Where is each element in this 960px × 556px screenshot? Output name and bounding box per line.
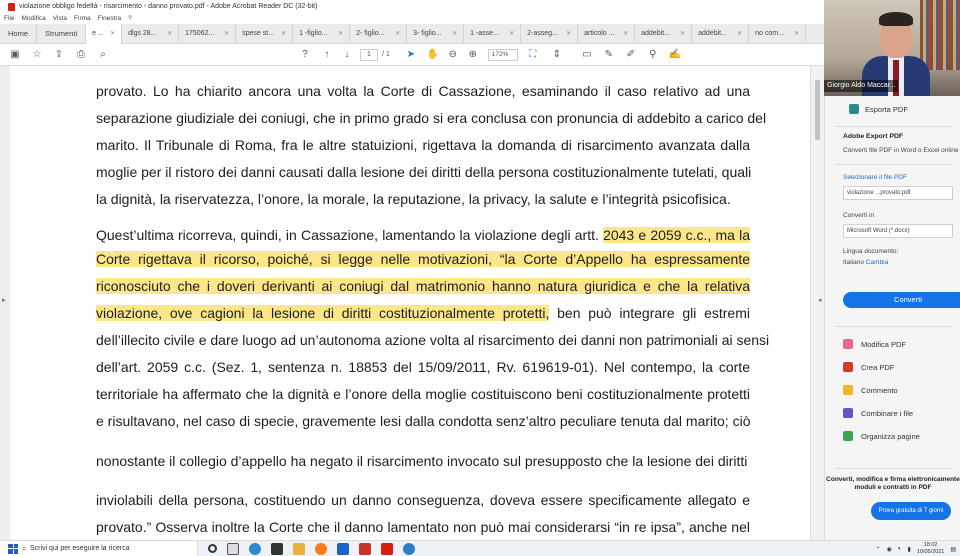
zoom-out-icon[interactable]: ⊖: [448, 49, 457, 60]
outlook-icon[interactable]: [337, 543, 349, 555]
search-icon: ⌕: [22, 543, 27, 553]
clock-time: 18:02: [923, 542, 938, 548]
file-explorer-icon[interactable]: [293, 543, 305, 555]
skype-icon[interactable]: [403, 543, 415, 555]
tab-document[interactable]: [179, 24, 236, 44]
text-run: dell’illecito civile e dare luogo ad un’autonoma azione volta al risarcimento dei danni non patrimoniali ai sensi: [96, 332, 770, 348]
sign-icon[interactable]: ✍: [668, 49, 682, 60]
system-tray: [876, 541, 956, 556]
document-text-line: [96, 250, 750, 268]
tool-comment[interactable]: [843, 381, 898, 399]
menu-help[interactable]: ?: [128, 15, 132, 22]
print-icon[interactable]: ⎙: [77, 49, 85, 60]
tool-organize-pages[interactable]: [843, 427, 920, 445]
promo-line-1: Converti, modifica e firma elettronicamente: [826, 476, 960, 483]
text-run: nonostante il collegio d’appello ha negato il risarcimento invocato sul presupposto che la lesione dei diritti: [96, 453, 748, 469]
notifications-icon[interactable]: ▤: [950, 546, 956, 553]
text-run: separazione giudiziale dei coniugi, che in primo grado si era conclusa con pronuncia di addebito a carico del: [96, 110, 767, 126]
document-text-line: [96, 385, 750, 403]
tab-document[interactable]: [464, 24, 521, 44]
menu-bar: [0, 14, 824, 24]
tab-label: addebit...: [698, 30, 727, 37]
document-text-line: [96, 277, 750, 295]
upload-icon[interactable]: ⇪: [54, 49, 64, 60]
participant-name: Giorgio Aldo Maccar...: [824, 80, 898, 92]
document-text-line: [96, 331, 770, 349]
expand-left-pane-icon[interactable]: ▸: [2, 297, 6, 304]
scrollbar-thumb[interactable]: [815, 80, 820, 140]
tab-document[interactable]: [407, 24, 464, 44]
text-run: dell’art. 2059 c.c. (Sez. 1, sentenza n. 18853 del 15/09/2011, Rv. 619619-01). Nel contempo, la corte: [96, 359, 750, 375]
document-language-label: Lingua documento:: [843, 248, 899, 255]
powerpoint-icon[interactable]: [359, 543, 371, 555]
clock-date: 10/05/2021: [916, 549, 945, 555]
text-run: ben può integrare gli estremi: [549, 305, 750, 321]
firefox-icon[interactable]: [315, 543, 327, 555]
format-select[interactable]: Microsoft Word (*.docx): [843, 224, 953, 238]
tool-label: Crea PDF: [861, 362, 895, 372]
tab-home[interactable]: Home: [0, 24, 37, 44]
tab-document[interactable]: [293, 24, 350, 44]
document-text-line: [96, 304, 750, 322]
tab-label: 175062...: [185, 30, 215, 37]
chevron-up-icon[interactable]: ⌃: [875, 546, 881, 553]
text-run: marito. Il Tribunale di Roma, fra le altre statuizioni, rigettava la domanda di risarcimento avanzata dalla: [96, 137, 750, 153]
zoom-level-select[interactable]: 172%: [488, 49, 518, 61]
tools-pane: [824, 96, 960, 540]
tab-label: 2- figlio...: [356, 30, 385, 37]
close-icon[interactable]: ✕: [167, 31, 173, 37]
document-text-line: [96, 226, 750, 244]
document-text-line: [96, 109, 767, 127]
convert-to-label: Converti in: [843, 212, 875, 219]
tab-label: articolo ...: [584, 30, 615, 37]
tab-label: e ...: [92, 30, 104, 37]
tool-label: Combinare i file: [861, 408, 914, 418]
save-icon[interactable]: ▣: [10, 49, 20, 60]
highlighted-text: Corte rigettava il ricorso, poiché, si legge nelle motivazioni, “la Corte d’Appello ha espressamente: [96, 251, 750, 267]
text-run: la dignità, la riservatezza, l’onore, la morale, la reputazione, la privacy, la salute e l’integrità psicofisica.: [96, 191, 731, 207]
tab-tools[interactable]: Strumenti: [37, 24, 86, 44]
document-text-line: [96, 136, 750, 154]
close-icon[interactable]: ✕: [110, 31, 116, 37]
tab-document[interactable]: [635, 24, 692, 44]
close-icon[interactable]: ✕: [566, 31, 572, 37]
text-run: territoriale ha affermato che la dignità e l’onore della moglie costituiscono beni costituzionalmente protetti: [96, 386, 750, 402]
document-text-line: [96, 518, 750, 536]
menu-sign[interactable]: Firma: [74, 15, 91, 22]
fit-page-icon[interactable]: ⛶: [529, 49, 537, 60]
zoom-in-icon[interactable]: ⊕: [468, 49, 477, 60]
document-text-line: [96, 358, 750, 376]
collapse-right-pane-icon[interactable]: ◂: [818, 297, 822, 304]
tab-bar: [0, 24, 824, 44]
export-pdf-label: Esporta PDF: [865, 104, 908, 114]
tab-label: 1 -asse...: [470, 30, 499, 37]
document-text-line: [96, 163, 750, 181]
webcam-video-feed: [824, 0, 960, 96]
window-title: violazione obbligo fedeltà - risarcimento - danno provato.pdf - Adobe Acrobat Reader DC (32-bit): [19, 3, 318, 10]
highlighted-text: riconosciuto che i doveri derivanti ai coniugi dal matrimonio hanno natura giuridica e che la relativa: [96, 278, 750, 294]
text-run: inviolabili della persona, costituendo un danno conseguenza, doveva essere specificamente allegato e: [96, 492, 750, 508]
hand-tool-icon[interactable]: ✋: [426, 49, 440, 60]
tool-edit-pdf[interactable]: [843, 335, 906, 353]
close-icon[interactable]: ✕: [623, 31, 629, 37]
tab-document[interactable]: [122, 24, 179, 44]
document-text-line: [96, 491, 750, 509]
close-icon[interactable]: ✕: [395, 31, 401, 37]
tab-document[interactable]: [749, 24, 806, 44]
scroll-mode-icon[interactable]: ⇕: [552, 49, 561, 60]
battery-icon[interactable]: ▮: [907, 546, 911, 553]
network-icon[interactable]: ◉: [886, 546, 892, 553]
menu-edit[interactable]: Modifica: [21, 15, 46, 22]
document-viewer[interactable]: [0, 66, 824, 540]
document-text-line: [96, 412, 750, 430]
window-titlebar: [0, 0, 824, 14]
close-icon[interactable]: ✕: [680, 31, 686, 37]
tab-document[interactable]: [578, 24, 635, 44]
tab-label: spese st...: [242, 30, 275, 37]
tab-label: dlgs 28...: [128, 30, 157, 37]
text-run: provato.” Osserva inoltre la Corte che il danno lamentato non può mai considerarsi “in re ipsa”, anche nel: [96, 519, 750, 535]
change-language-link[interactable]: Cambia: [865, 259, 889, 266]
acrobat-icon: [8, 3, 15, 11]
tool-label: Commento: [861, 385, 898, 395]
page-number-input[interactable]: 1: [360, 49, 378, 61]
free-trial-button[interactable]: Prova gratuita di 7 giorni: [871, 502, 951, 520]
text-run: Quest’ultima ricorreva, quindi, in Cassazione, lamentando la violazione degli artt.: [96, 227, 604, 243]
highlighted-text: 2043 e 2059 c.c., ma la: [603, 227, 750, 243]
close-icon[interactable]: ✕: [281, 31, 287, 37]
tab-label: addebit...: [641, 30, 670, 37]
document-language-value: [843, 259, 888, 266]
menu-view[interactable]: Vista: [52, 15, 68, 22]
tab-label: 2-asseg...: [527, 30, 558, 37]
tab-label: 1 -figlio...: [299, 30, 328, 37]
close-icon[interactable]: ✕: [737, 31, 743, 37]
stamp-icon[interactable]: ⚲: [649, 49, 657, 60]
comment-icon: [843, 385, 853, 395]
taskbar-search[interactable]: [0, 541, 198, 556]
promo-line-2: moduli e contratti in PDF: [854, 484, 932, 491]
page-down-icon[interactable]: ↓: [344, 49, 350, 60]
edge-browser-icon[interactable]: [249, 543, 261, 555]
page-total: / 1: [382, 51, 390, 58]
close-icon[interactable]: ✕: [509, 31, 515, 37]
export-panel-title: Adobe Export PDF: [843, 133, 904, 140]
windows-taskbar: [0, 540, 960, 556]
edit-pdf-icon: [843, 339, 853, 349]
tool-combine-files[interactable]: [843, 404, 913, 422]
export-pdf-icon: [849, 104, 859, 114]
taskbar-clock[interactable]: [917, 542, 945, 556]
search-icon[interactable]: ⌕: [100, 49, 106, 60]
task-view-icon[interactable]: [227, 543, 239, 555]
taskbar-search-placeholder: Scrivi qui per eseguire la ricerca: [30, 545, 130, 552]
pdf-page: [10, 66, 810, 540]
document-text-line: [96, 452, 750, 470]
tab-document[interactable]: [236, 24, 293, 44]
help-icon[interactable]: ?: [302, 49, 308, 60]
combine-files-icon: [843, 408, 853, 418]
toolbar: [0, 44, 824, 66]
text-run: moglie per il ristoro dei danni causati dalla lesione dei diritti della persona costituzionalmente tutelati, quali: [96, 164, 752, 180]
selected-file-field[interactable]: violazione ...provato.pdf: [843, 186, 953, 200]
tool-label: Modifica PDF: [861, 339, 907, 349]
bookshelf: [920, 0, 960, 70]
draw-icon[interactable]: ✐: [626, 49, 635, 60]
menu-window[interactable]: Finestra: [97, 15, 122, 22]
language-name: Italiano: [843, 259, 864, 266]
close-icon[interactable]: ✕: [452, 31, 458, 37]
text-run: provato. Lo ha chiarito ancora una volta la Corte di Cassazione, esaminando il caso relativo ad una: [96, 83, 750, 99]
convert-button[interactable]: Converti: [843, 292, 960, 308]
select-cursor-icon[interactable]: ➤: [406, 49, 415, 60]
tool-label: Organizza pagine: [861, 431, 920, 441]
cortana-icon[interactable]: [208, 544, 217, 553]
tab-document[interactable]: [521, 24, 578, 44]
document-text-line: [96, 82, 750, 100]
menu-file[interactable]: File: [4, 15, 15, 22]
export-panel-description: Converti file PDF in Word o Excel online: [843, 147, 959, 154]
organize-pages-icon: [843, 431, 853, 441]
volume-icon[interactable]: ◐: [897, 546, 902, 552]
tab-document[interactable]: [86, 24, 122, 44]
close-icon[interactable]: ✕: [224, 31, 230, 37]
tab-label: no com...: [755, 30, 784, 37]
close-icon[interactable]: ✕: [338, 31, 344, 37]
acrobat-taskbar-icon[interactable]: [381, 543, 393, 555]
close-icon[interactable]: ✕: [794, 31, 800, 37]
highlighted-text: violazione, ove cagioni la lesione di diritti costituzionalmente protetti,: [96, 305, 550, 321]
page-up-icon[interactable]: ↑: [324, 49, 330, 60]
create-pdf-icon: [843, 362, 853, 372]
select-file-label: Selezionare il file PDF: [843, 174, 907, 181]
document-text-line: [96, 190, 750, 208]
store-icon[interactable]: [271, 543, 283, 555]
highlight-pen-icon[interactable]: ✎: [604, 49, 613, 60]
bookmark-star-icon[interactable]: ☆: [32, 49, 42, 60]
comment-icon[interactable]: ▭: [582, 49, 592, 60]
tab-label: 3- figlio...: [413, 30, 442, 37]
text-run: e risultavano, nel caso di specie, gravemente lesi dalla condotta senz’altro peculiare tenuta dal marito; ciò: [96, 413, 751, 429]
speaker-hair: [879, 12, 913, 26]
export-pdf-tool[interactable]: [825, 96, 960, 122]
windows-start-icon[interactable]: [8, 544, 18, 554]
tab-document[interactable]: [350, 24, 407, 44]
tool-create-pdf[interactable]: [843, 358, 894, 376]
tab-document[interactable]: [692, 24, 749, 44]
